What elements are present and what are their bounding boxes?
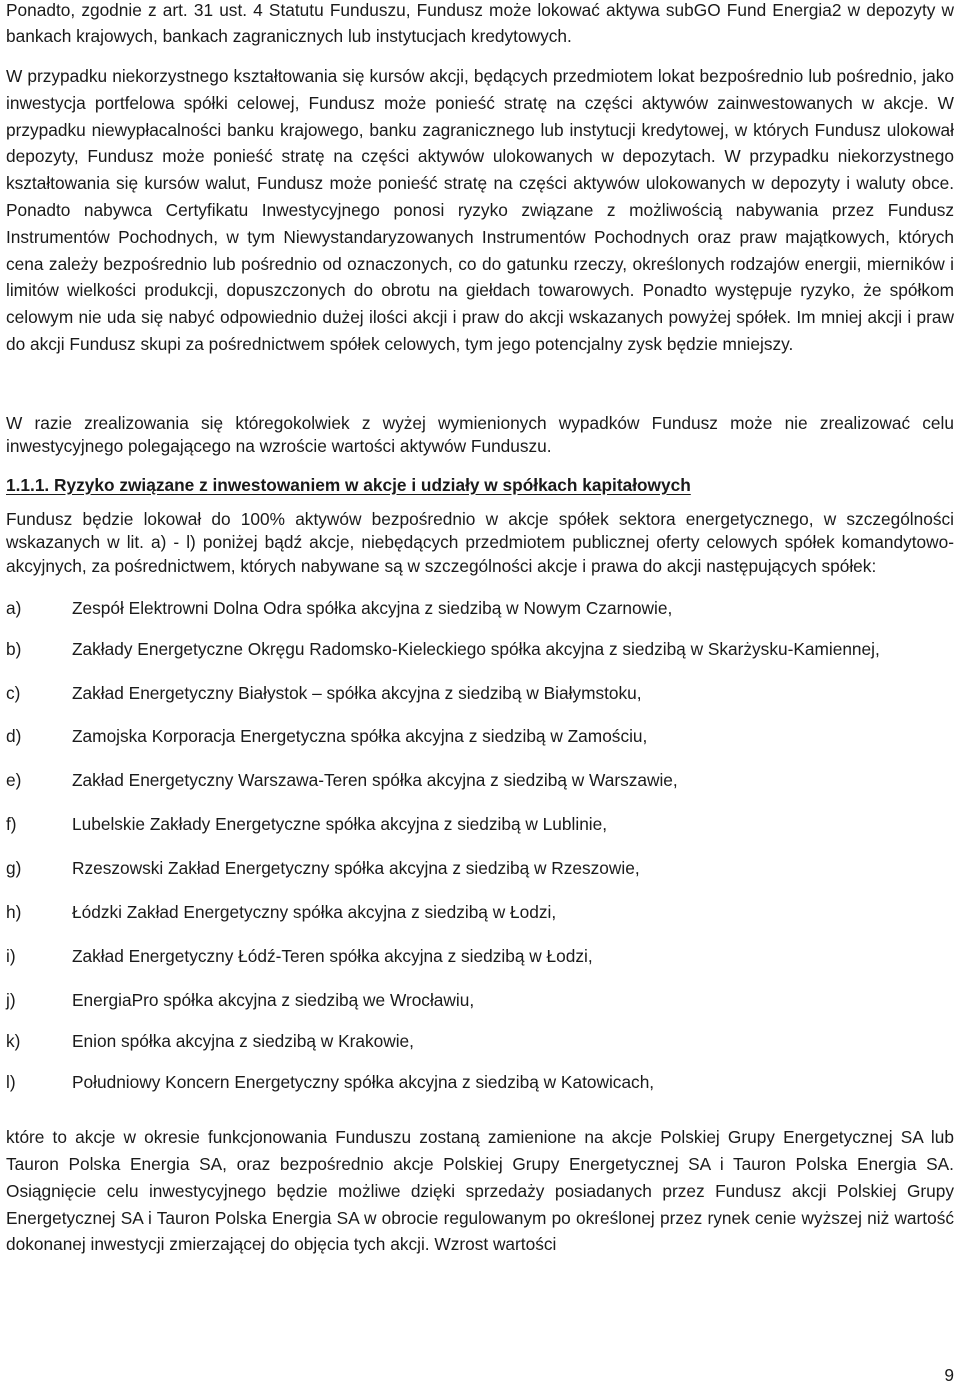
list-item-label: g): [6, 858, 22, 879]
paragraph-intro: Ponadto, zgodnie z art. 31 ust. 4 Statutu Funduszu, Fundusz może lokować aktywa subGO Fund Energia2 w depozyty w bankach krajowych, bankach zagranicznych lub instytucjach kredytowych.: [6, 0, 954, 46]
list-item: [6, 768, 954, 792]
list-item-text: Zakłady Energetyczne Okręgu Radomsko-Kieleckiego spółka akcyjna z siedzibą w Skarżysku-Kamiennej,: [72, 639, 880, 660]
list-item-text: Południowy Koncern Energetyczny spółka akcyjna z siedzibą w Katowicach,: [72, 1072, 655, 1093]
list-item: [6, 944, 954, 968]
paragraph-risk: W przypadku niekorzystnego kształtowania się kursów akcji, będących przedmiotem lokat bezpośrednio lub pośrednio, jako inwestycja portfelowa spółki celowej, Fundusz może ponieść stratę na części aktywów zainwestowanych w akcje. W przypadku niewypłacalności banku krajowego, banku zagranicznego lub instytucji kredytowej, w których Fundusz ulokował depozyty, Fundusz może ponieść stratę na części aktywów ulokowanych w depozytach. W przypadku niekorzystnego kształtowania się kursów walut, Fundusz może ponieść stratę na części aktywów ulokowanych w depozyty i waluty obce. Ponadto nabywca Certyfikatu Inwestycyjnego ponosi ryzyko związane z możliwością nabywania przez Fundusz Instrumentów Pochodnych, w tym Niewystandaryzowanych Instrumentów Pochodnych oraz praw majątkowych, których cena zależy bezpośrednio lub pośrednio od oznaczonych, co do gatunku rzeczy, określonych rodzajów energii, mierników i limitów wielkości produkcji, dopuszczonych do obrotu na giełdach towarowych. Ponadto występuje ryzyko, że spółkom celowym nie uda się nabyć odpowiednio dużej ilości akcji i praw do akcji wskazanych powyżej spółek. Im mniej akcji i praw do akcji Fundusz skupi za pośrednictwem spółek celowych, tym jego potencjalny zysk będzie mniejszy.: [6, 66, 954, 354]
list-item: [6, 856, 954, 880]
list-item: [6, 596, 954, 620]
list-item-text: Zakład Energetyczny Białystok – spółka akcyjna z siedzibą w Białymstoku,: [72, 683, 642, 704]
list-item: [6, 681, 954, 705]
list-item-text: EnergiaPro spółka akcyjna z siedzibą we Wrocławiu,: [72, 990, 475, 1011]
list-item-label: f): [6, 814, 17, 835]
list-item: [6, 724, 954, 748]
list-item: [6, 1029, 954, 1053]
list-item-label: h): [6, 902, 22, 923]
list-item: [6, 988, 954, 1012]
list-item-label: d): [6, 726, 22, 747]
list-item-text: Zespół Elektrowni Dolna Odra spółka akcyjna z siedzibą w Nowym Czarnowie,: [72, 598, 673, 619]
list-item-text: Zakład Energetyczny Warszawa-Teren spółka akcyjna z siedzibą w Warszawie,: [72, 770, 678, 791]
paragraph-final: które to akcje w okresie funkcjonowania Funduszu zostaną zamienione na akcje Polskiej Grupy Energetycznej SA lub Tauron Polska Energia SA, oraz bezpośrednio akcje Polskiej Grupy Energetycznej SA i Tauron Polska Energia SA. Osiągnięcie celu inwestycyjnego będzie możliwe dzięki sprzedaży posiadanych przez Fundusz akcji Polskiej Grupy Energetycznej SA i Tauron Polska Energia SA w obrocie regulowanym po określonej przez rynek cenie wyższej niż wartość dokonanej inwestycji zmierzającej do objęcia tych akcji. Wzrost wartości: [6, 1127, 954, 1255]
list-item-label: l): [6, 1072, 16, 1093]
list-item-label: k): [6, 1031, 21, 1052]
list-item-text: Rzeszowski Zakład Energetyczny spółka akcyjna z siedzibą w Rzeszowie,: [72, 858, 640, 879]
list-item-text: Enion spółka akcyjna z siedzibą w Krakowie,: [72, 1031, 414, 1052]
list-item-text: Zakład Energetyczny Łódź-Teren spółka akcyjna z siedzibą w Łodzi,: [72, 946, 593, 967]
list-item-label: j): [6, 990, 16, 1011]
list-item-label: a): [6, 598, 22, 619]
document-page: [6, 0, 954, 1258]
list-item-label: c): [6, 683, 21, 704]
list-item-label: i): [6, 946, 16, 967]
section-heading: 1.1.1. Ryzyko związane z inwestowaniem w akcje i udziały w spółkach kapitałowych: [6, 474, 691, 495]
list-item: [6, 1070, 954, 1094]
list-item: [6, 637, 954, 661]
list-item-text: Lubelskie Zakłady Energetyczne spółka akcyjna z siedzibą w Lublinie,: [72, 814, 608, 835]
list-item: [6, 812, 954, 836]
company-list: [6, 596, 954, 1094]
page-number: 9: [944, 1365, 954, 1385]
list-item-text: Łódzki Zakład Energetyczny spółka akcyjna z siedzibą w Łodzi,: [72, 902, 557, 923]
list-item-label: e): [6, 770, 22, 791]
paragraph-goal: W razie zrealizowania się któregokolwiek z wyżej wymienionych wypadków Fundusz może nie zrealizować celu inwestycyjnego polegającego na wzroście wartości aktywów Funduszu.: [6, 412, 954, 457]
paragraph-invest: Fundusz będzie lokował do 100% aktywów bezpośrednio w akcje spółek sektora energetycznego, w szczególności wskazanych w lit. a) - l) poniżej bądź akcje, niebędących przedmiotem publicznej oferty celowych spółek komandytowo-akcyjnych, za pośrednictwem, których nabywane są w szczególności akcje i prawa do akcji następujących spółek:: [6, 508, 954, 576]
list-item-label: b): [6, 639, 22, 660]
list-item: [6, 900, 954, 924]
list-item-text: Zamojska Korporacja Energetyczna spółka akcyjna z siedzibą w Zamościu,: [72, 726, 648, 747]
